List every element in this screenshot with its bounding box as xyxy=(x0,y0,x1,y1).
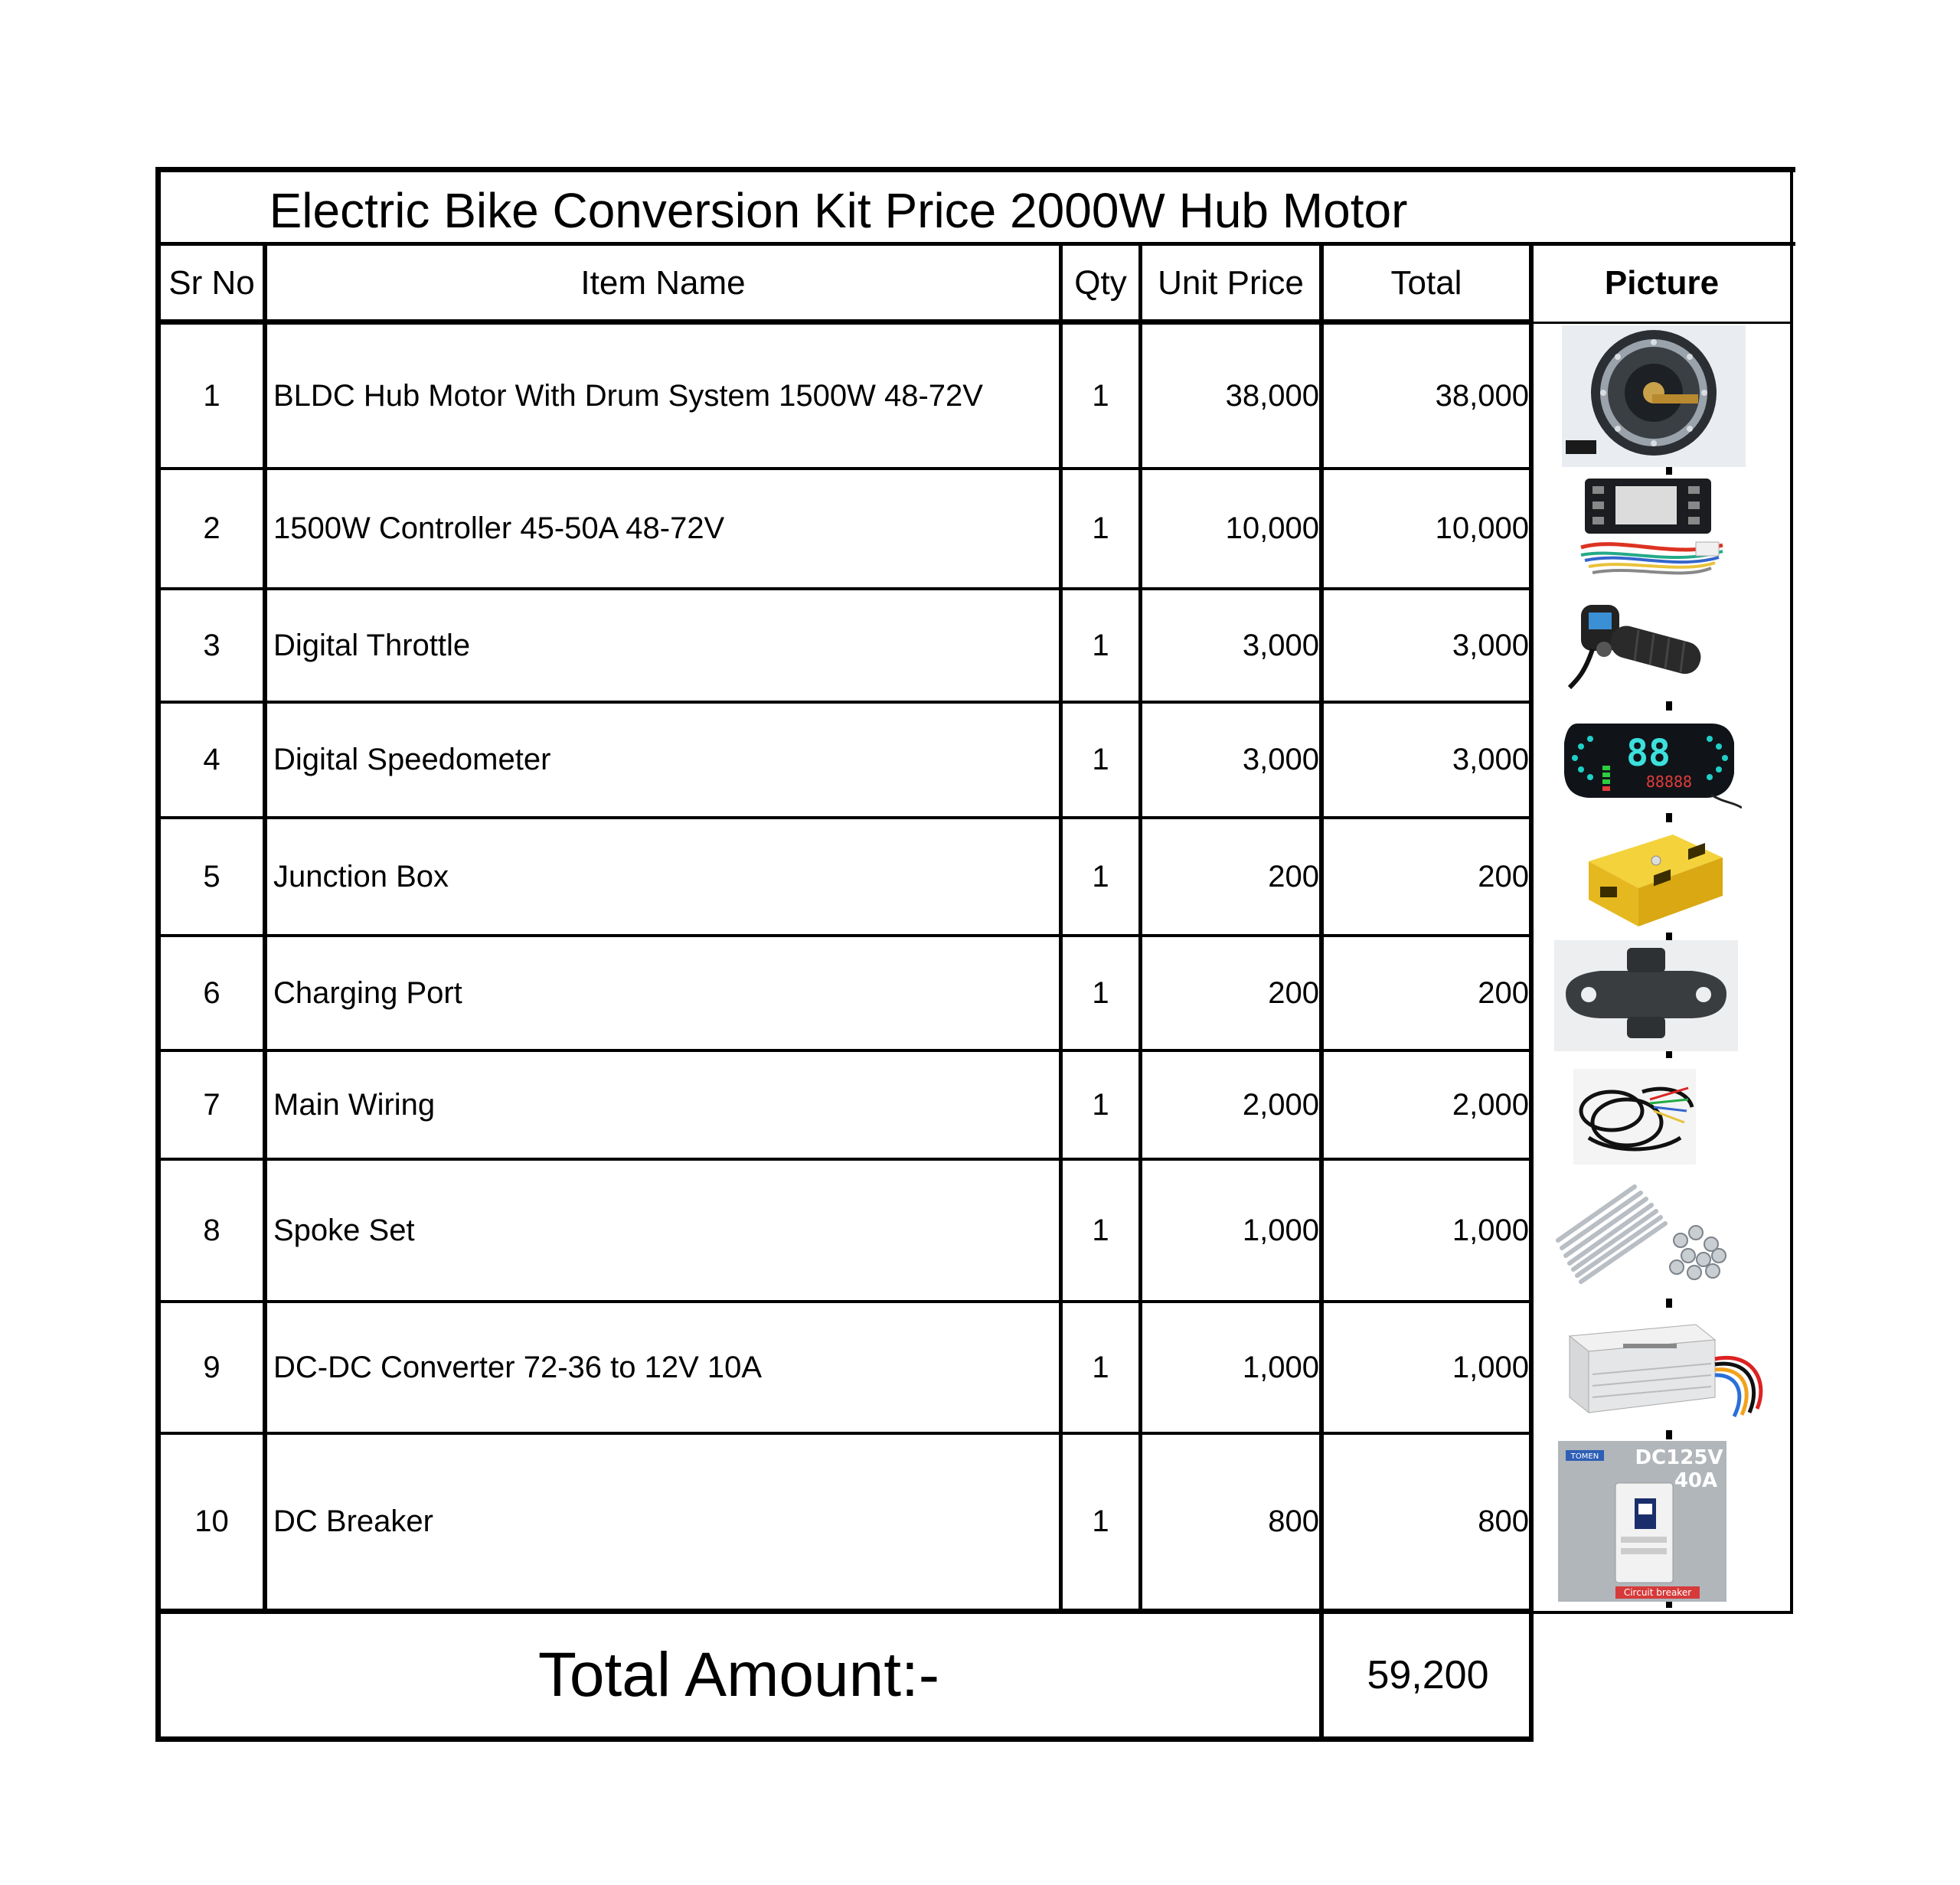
row-qty: 1 xyxy=(1092,1213,1109,1247)
row-unit-price: 800 xyxy=(1268,1504,1319,1538)
dc-converter-picture xyxy=(1562,1313,1776,1432)
spokes-picture xyxy=(1550,1171,1734,1294)
junction-box-picture xyxy=(1581,827,1726,934)
total-amount-label: Total Amount:- xyxy=(537,1639,940,1710)
row-item-name: BLDC Hub Motor With Drum System 1500W 48-72V xyxy=(273,378,983,413)
row-qty: 1 xyxy=(1092,975,1109,1010)
header-picture: Picture xyxy=(1604,263,1720,302)
row-item-name: 1500W Controller 45-50A 48-72V xyxy=(273,511,725,545)
header-total: Total xyxy=(1390,263,1462,302)
picture-column-bottom-border xyxy=(1531,1611,1793,1614)
page-title: Electric Bike Conversion Kit Price 2000W Hub Motor xyxy=(269,183,1408,238)
row-item-name: Digital Throttle xyxy=(273,628,471,662)
row-unit-price: 200 xyxy=(1268,975,1319,1010)
picture-column-right-border xyxy=(1790,167,1793,1614)
row-total: 10,000 xyxy=(1435,511,1529,545)
row-unit-price: 3,000 xyxy=(1242,628,1319,662)
row-total: 1,000 xyxy=(1452,1350,1529,1384)
row-total: 38,000 xyxy=(1435,378,1529,413)
svg-text:TOMEN: TOMEN xyxy=(1570,1452,1599,1461)
row-item-name: DC-DC Converter 72-36 to 12V 10A xyxy=(273,1350,763,1384)
picture-header-bottom xyxy=(1531,322,1793,324)
row-sr-no: 3 xyxy=(203,628,220,662)
row-unit-price: 1,000 xyxy=(1242,1213,1319,1247)
row-sr-no: 4 xyxy=(203,743,220,776)
header-bottom-border xyxy=(157,319,1531,325)
row-qty: 1 xyxy=(1092,511,1109,545)
svg-text:DC125V: DC125V xyxy=(1635,1446,1723,1469)
picture-separator-mark xyxy=(1666,1299,1672,1308)
throttle-picture xyxy=(1562,596,1715,699)
row-item-name: Digital Speedometer xyxy=(273,743,551,776)
row-sr-no: 1 xyxy=(203,378,220,413)
svg-text:40A: 40A xyxy=(1674,1469,1718,1492)
hub-motor-picture xyxy=(1562,325,1746,467)
table-border-top xyxy=(157,167,1795,172)
row-sr-no: 8 xyxy=(203,1213,220,1247)
picture-separator-mark xyxy=(1666,701,1672,711)
row-unit-price: 38,000 xyxy=(1225,378,1319,413)
row-qty: 1 xyxy=(1092,743,1109,776)
row-total: 200 xyxy=(1478,975,1529,1010)
row-total: 2,000 xyxy=(1452,1087,1529,1122)
header-item-name: Item Name xyxy=(580,263,746,302)
row-unit-price: 1,000 xyxy=(1242,1350,1319,1384)
row-item-name: Spoke Set xyxy=(273,1213,415,1247)
header-qty: Qty xyxy=(1074,263,1127,302)
table-border-left xyxy=(155,167,161,1742)
row-qty: 1 xyxy=(1092,1350,1109,1384)
row-sr-no: 6 xyxy=(203,975,220,1010)
row-sr-no: 7 xyxy=(203,1087,220,1122)
total-amount-value: 59,200 xyxy=(1367,1652,1489,1697)
row-total: 800 xyxy=(1478,1504,1529,1538)
row-unit-price: 2,000 xyxy=(1242,1087,1319,1122)
row-sr-no: 2 xyxy=(203,511,220,545)
row-total: 3,000 xyxy=(1452,628,1529,662)
row-qty: 1 xyxy=(1092,859,1109,893)
header-unit-price: Unit Price xyxy=(1158,263,1304,302)
svg-text:88: 88 xyxy=(1626,732,1671,775)
picture-separator-mark xyxy=(1666,813,1672,822)
row-unit-price: 10,000 xyxy=(1225,511,1319,545)
charging-port-picture xyxy=(1554,940,1738,1051)
dc-breaker-picture xyxy=(1558,1441,1726,1602)
speedometer-picture xyxy=(1558,712,1742,812)
row-qty: 1 xyxy=(1092,378,1109,413)
controller-picture xyxy=(1573,475,1726,590)
row-qty: 1 xyxy=(1092,628,1109,662)
row-unit-price: 3,000 xyxy=(1242,743,1319,776)
row-item-name: Charging Port xyxy=(273,975,462,1010)
row-total: 200 xyxy=(1478,859,1529,893)
header-sr-no: Sr No xyxy=(168,263,255,302)
row-total: 1,000 xyxy=(1452,1213,1529,1247)
row-unit-price: 200 xyxy=(1268,859,1319,893)
svg-text:Circuit breaker: Circuit breaker xyxy=(1623,1587,1692,1598)
wiring-harness-picture xyxy=(1573,1069,1696,1165)
row-item-name: Main Wiring xyxy=(273,1087,436,1122)
svg-text:88888: 88888 xyxy=(1645,773,1693,791)
row-sr-no: 5 xyxy=(203,859,220,893)
row-item-name: DC Breaker xyxy=(273,1504,433,1538)
row-sr-no: 9 xyxy=(203,1350,220,1384)
row-qty: 1 xyxy=(1092,1087,1109,1122)
row-total: 3,000 xyxy=(1452,743,1529,776)
row-item-name: Junction Box xyxy=(273,859,449,893)
row-qty: 1 xyxy=(1092,1504,1109,1538)
row-sr-no: 10 xyxy=(194,1504,229,1538)
